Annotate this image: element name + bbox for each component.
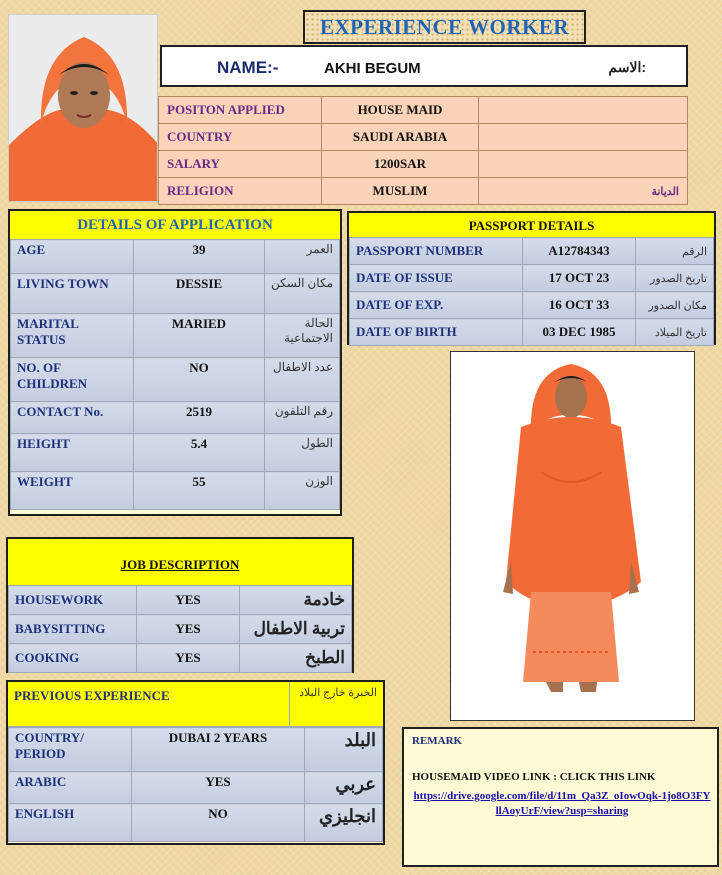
table-row [11, 472, 340, 510]
detail-arabic: عدد الاطفال [265, 358, 340, 402]
detail-value: 5.4 [134, 434, 265, 472]
job-value: YES [137, 586, 240, 615]
detail-arabic: رقم التلفون [265, 402, 340, 434]
table-row [9, 644, 352, 673]
table-row [159, 178, 688, 205]
passport-arabic: تاريخ الصدور [636, 265, 714, 292]
table-row [11, 274, 340, 314]
job-label: COOKING [9, 644, 137, 673]
table-row [9, 615, 352, 644]
info-label: POSITON APPLIED [159, 97, 322, 124]
previous-experience-panel [6, 680, 385, 845]
table-row [350, 319, 714, 346]
passport-arabic: تاريخ الميلاد [636, 319, 714, 346]
passport-arabic: الرقم [636, 238, 714, 265]
table-row [11, 402, 340, 434]
job-title: JOB DESCRIPTION [8, 539, 352, 585]
details-table [10, 239, 340, 510]
previous-table [8, 727, 383, 842]
detail-arabic: الحالة الاجتماعية [265, 314, 340, 358]
info-value: SAUDI ARABIA [322, 124, 479, 151]
info-value: MUSLIM [322, 178, 479, 205]
job-label: BABYSITTING [9, 615, 137, 644]
full-body-photo [450, 351, 695, 721]
page-title: EXPERIENCE WORKER [303, 10, 586, 44]
previous-arabic: البلد [305, 728, 383, 772]
passport-panel [347, 211, 716, 345]
previous-title-arabic: الخبرة خارج البلاد [289, 682, 383, 726]
previous-label: COUNTRY/ PERIOD [9, 728, 132, 772]
table-row [9, 728, 383, 772]
detail-label: WEIGHT [11, 472, 134, 510]
detail-value: MARIED [134, 314, 265, 358]
previous-value: DUBAI 2 YEARS [132, 728, 305, 772]
table-row [159, 124, 688, 151]
passport-value: 16 OCT 33 [523, 292, 636, 319]
previous-arabic: عربي [305, 772, 383, 804]
remark-panel [402, 727, 719, 867]
previous-title: PREVIOUS EXPERIENCE [14, 688, 170, 703]
job-arabic: خادمة [240, 586, 352, 615]
passport-label: DATE OF ISSUE [350, 265, 523, 292]
table-row [159, 97, 688, 124]
info-arabic: الديانة [479, 178, 688, 205]
passport-arabic: مكان الصدور [636, 292, 714, 319]
previous-value: YES [132, 772, 305, 804]
detail-label: HEIGHT [11, 434, 134, 472]
job-arabic: الطبخ [240, 644, 352, 673]
job-arabic: تربية الاطفال [240, 615, 352, 644]
passport-label: DATE OF BIRTH [350, 319, 523, 346]
detail-value: 2519 [134, 402, 265, 434]
detail-label: MARITAL STATUS [11, 314, 134, 358]
detail-label: CONTACT No. [11, 402, 134, 434]
table-row [11, 358, 340, 402]
detail-label: LIVING TOWN [11, 274, 134, 314]
job-value: YES [137, 615, 240, 644]
detail-value: NO [134, 358, 265, 402]
table-row [350, 265, 714, 292]
table-row [350, 238, 714, 265]
table-row [11, 314, 340, 358]
table-row [9, 586, 352, 615]
info-value: HOUSE MAID [322, 97, 479, 124]
name-label-arabic: الاسم: [608, 59, 646, 75]
info-arabic [479, 97, 688, 124]
name-bar [160, 45, 688, 87]
passport-table [349, 237, 714, 346]
remark-title: REMARK [412, 735, 463, 747]
previous-value: NO [132, 804, 305, 842]
detail-label: NO. OF CHILDREN [11, 358, 134, 402]
detail-arabic: مكان السكن [265, 274, 340, 314]
previous-header [8, 682, 383, 727]
info-label: COUNTRY [159, 124, 322, 151]
table-row [9, 772, 383, 804]
passport-value: 17 OCT 23 [523, 265, 636, 292]
table-row [159, 151, 688, 178]
table-row [11, 434, 340, 472]
passport-value: 03 DEC 1985 [523, 319, 636, 346]
info-arabic [479, 124, 688, 151]
video-link[interactable]: https://drive.google.com/file/d/11m_Qa3Z_oIowOqk-1jo8O3FYllAoyUrF/view?usp=sharing [413, 790, 711, 817]
detail-value: DESSIE [134, 274, 265, 314]
job-table [8, 585, 352, 673]
info-value: 1200SAR [322, 151, 479, 178]
name-value: AKHI BEGUM [324, 60, 421, 77]
face-photo [8, 14, 158, 202]
info-arabic [479, 151, 688, 178]
job-value: YES [137, 644, 240, 673]
position-info-table [158, 96, 688, 205]
passport-label: DATE OF EXP. [350, 292, 523, 319]
name-label: NAME:- [217, 58, 279, 77]
previous-label: ARABIC [9, 772, 132, 804]
detail-value: 55 [134, 472, 265, 510]
passport-value: A12784343 [523, 238, 636, 265]
info-label: SALARY [159, 151, 322, 178]
passport-label: PASSPORT NUMBER [350, 238, 523, 265]
job-label: HOUSEWORK [9, 586, 137, 615]
previous-label: ENGLISH [9, 804, 132, 842]
detail-arabic: العمر [265, 240, 340, 274]
detail-label: AGE [11, 240, 134, 274]
detail-arabic: الطول [265, 434, 340, 472]
job-panel [6, 537, 354, 673]
info-label: RELIGION [159, 178, 322, 205]
previous-arabic: انجليزي [305, 804, 383, 842]
table-row [9, 804, 383, 842]
passport-title: PASSPORT DETAILS [349, 213, 714, 237]
detail-value: 39 [134, 240, 265, 274]
table-row [350, 292, 714, 319]
video-link-label: HOUSEMAID VIDEO LINK : CLICK THIS LINK [412, 771, 656, 783]
detail-arabic: الوزن [265, 472, 340, 510]
details-title: DETAILS OF APPLICATION [10, 211, 340, 239]
details-panel [8, 209, 342, 516]
table-row [11, 240, 340, 274]
